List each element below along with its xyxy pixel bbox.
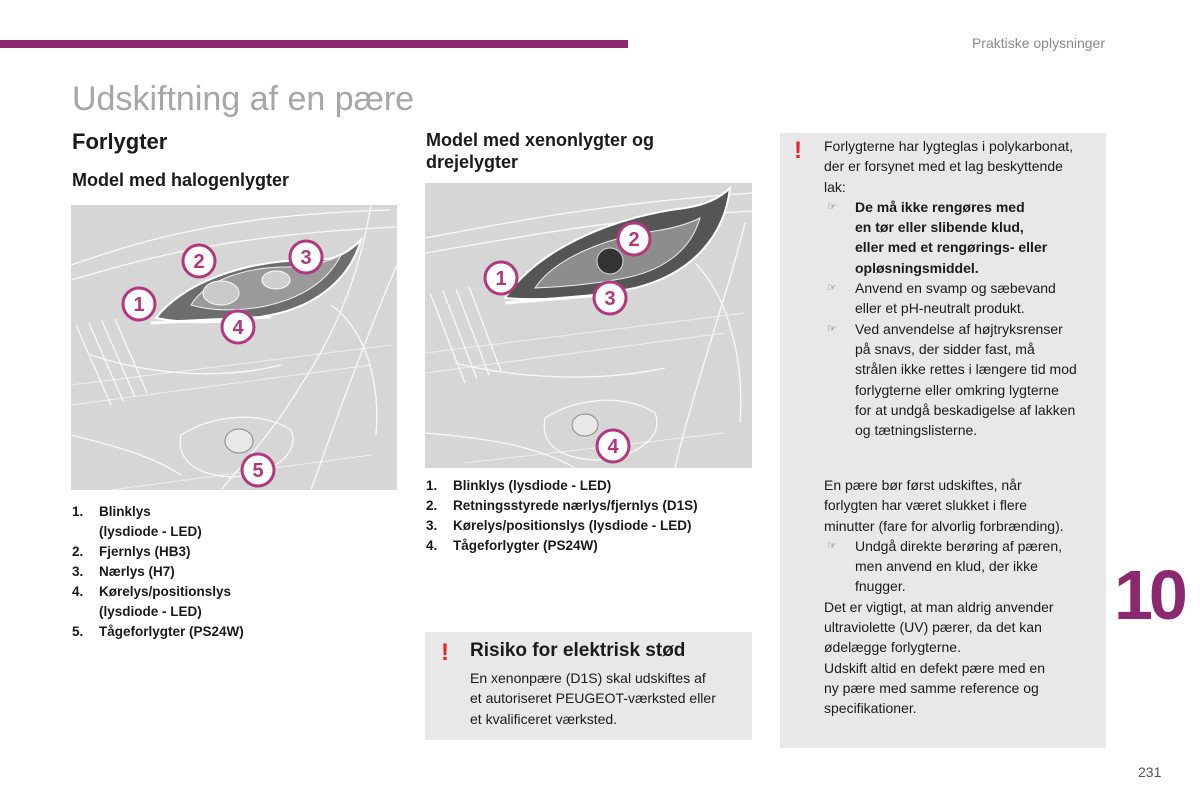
item-text: Blinklys (lysdiode - LED) (453, 478, 612, 493)
text-line: Anvend en svamp og sæbevand (855, 280, 1056, 297)
text-line: Det er vigtigt, at man aldrig anvender (824, 598, 1054, 615)
item-number: 3. (426, 518, 438, 533)
xenon-parts-list (426, 476, 751, 556)
callout-badge (222, 311, 254, 343)
page-title: Udskiftning af en pære (72, 80, 415, 118)
bullet-item (824, 319, 1106, 441)
pointing-hand-icon: ☞ (827, 282, 837, 295)
text-line: og tætningslisterne. (855, 422, 978, 439)
text-line: på snavs, der sidder fast, må (855, 340, 1035, 357)
item-number: 2. (72, 544, 84, 559)
text-line: et autoriseret PEUGEOT-værksted eller (470, 690, 716, 707)
text-line: Forlygterne har lygteglas i polykarbonat, (824, 138, 1074, 154)
heading-line: Model med xenonlygter og (426, 130, 655, 150)
item-number: 1. (426, 478, 438, 493)
callout-badge (290, 241, 322, 273)
item-number: 1. (72, 504, 84, 519)
text-line: Ved anvendelse af højtryksrenser (855, 320, 1063, 337)
callout-number: 1 (133, 294, 145, 316)
xenon-headlight-illustration (425, 183, 752, 468)
callout-number: 3 (604, 288, 616, 310)
item-number: 5. (72, 624, 84, 639)
text-line: minutter (fare for alvorlig forbrænding). (824, 517, 1064, 534)
text-line: forlygten har været slukket i flere (824, 497, 1028, 514)
text-line: Undgå direkte berøring af pæren, (855, 537, 1062, 554)
callout-number: 1 (495, 268, 507, 290)
text-line: En xenonpære (D1S) skal udskiftes af (470, 670, 706, 686)
callout-number: 4 (607, 436, 619, 458)
item-number: 2. (426, 498, 438, 513)
text-line: eller med et rengørings- eller (855, 239, 1048, 256)
bullet-item (824, 197, 1106, 278)
text-line: eller et pH-neutralt produkt. (855, 300, 1025, 317)
forlygter-heading: Forlygter (72, 129, 168, 154)
text-line: ny pære med samme reference og (824, 679, 1039, 696)
text-line: lak: (824, 178, 846, 195)
callout-number: 2 (628, 229, 640, 251)
item-number: 4. (72, 584, 84, 599)
heading-line: drejelygter (426, 152, 519, 172)
list-item (426, 496, 751, 516)
item-text: (lysdiode - LED) (99, 524, 202, 539)
item-text: Kørelys/positionslys (lysdiode - LED) (453, 518, 692, 533)
callout-number: 2 (193, 251, 205, 273)
item-text: Nærlys (H7) (99, 564, 175, 579)
item-text: Tågeforlygter (PS24W) (453, 538, 598, 553)
list-item (72, 542, 392, 562)
callout-badge (485, 262, 517, 294)
text-line: Udskift altid en defekt pære med en (824, 659, 1046, 676)
item-text: Blinklys (99, 504, 151, 519)
list-item (72, 622, 392, 642)
text-line: men anvend en klud, der ikke (855, 558, 1038, 575)
halogen-parts-list (72, 502, 392, 642)
note-text (824, 136, 1106, 440)
warning-icon: ! (441, 639, 449, 666)
bullet-item (824, 278, 1106, 319)
item-number: 4. (426, 538, 438, 553)
polycarbonate-note-box (780, 133, 1106, 748)
item-text: (lysdiode - LED) (99, 604, 202, 619)
text-line: et kvalificeret værksted. (470, 710, 618, 727)
text-line: for at undgå beskadigelse af lakken (855, 401, 1076, 418)
text-line: ødelægge forlygterne. (824, 639, 961, 656)
text-line: der er forsynet med et lag beskyttende (824, 158, 1063, 175)
text-line: opløsningsmiddel. (855, 259, 979, 276)
text-line: specifikationer. (824, 700, 917, 717)
list-item (72, 582, 392, 622)
note-text-2 (824, 475, 1106, 719)
list-item (72, 502, 392, 542)
text-line: ultraviolette (UV) pærer, da det kan (824, 619, 1042, 636)
warning-title: Risiko for elektrisk stød (470, 640, 686, 661)
text-line: fnugger. (855, 578, 906, 595)
callout-badge (123, 288, 155, 320)
callout-number: 3 (300, 247, 312, 269)
halogen-headlight-illustration (71, 205, 397, 490)
text-line: De må ikke rengøres med (855, 198, 1025, 215)
callout-number: 5 (252, 460, 264, 482)
item-text: Fjernlys (HB3) (99, 544, 191, 559)
item-number: 3. (72, 564, 84, 579)
callout-badge (594, 282, 626, 314)
header-accent-bar (0, 40, 628, 48)
pointing-hand-icon: ☞ (827, 539, 837, 552)
text-line: strålen ikke rettes i længere tid mod (855, 361, 1077, 378)
callout-badge (618, 223, 650, 255)
pointing-hand-icon: ☞ (827, 322, 837, 335)
callout-badge (597, 430, 629, 462)
chapter-number: 10 (1114, 556, 1184, 634)
section-title: Praktiske oplysninger (971, 35, 1105, 51)
list-item (426, 516, 751, 536)
list-item (426, 536, 751, 556)
list-item (72, 562, 392, 582)
text-line: forlygterne eller omkring lygterne (855, 381, 1059, 398)
list-item (426, 476, 751, 496)
pointing-hand-icon: ☞ (827, 200, 837, 213)
page-number: 231 (1138, 764, 1162, 780)
electric-shock-warning-box (425, 632, 752, 740)
text-line: en tør eller slibende klud, (855, 219, 1024, 236)
callout-badge (183, 245, 215, 277)
callout-number: 4 (232, 317, 244, 339)
callout-badge (242, 454, 274, 486)
item-text: Retningsstyrede nærlys/fjernlys (D1S) (453, 498, 698, 513)
warning-icon: ! (794, 137, 802, 164)
warning-text (470, 668, 750, 729)
item-text: Kørelys/positionslys (99, 584, 232, 599)
item-text: Tågeforlygter (PS24W) (99, 624, 244, 639)
bullet-item (824, 536, 1106, 597)
xenon-heading (426, 129, 654, 173)
text-line: En pære bør først udskiftes, når (824, 477, 1022, 493)
halogen-heading: Model med halogenlygter (72, 170, 290, 190)
